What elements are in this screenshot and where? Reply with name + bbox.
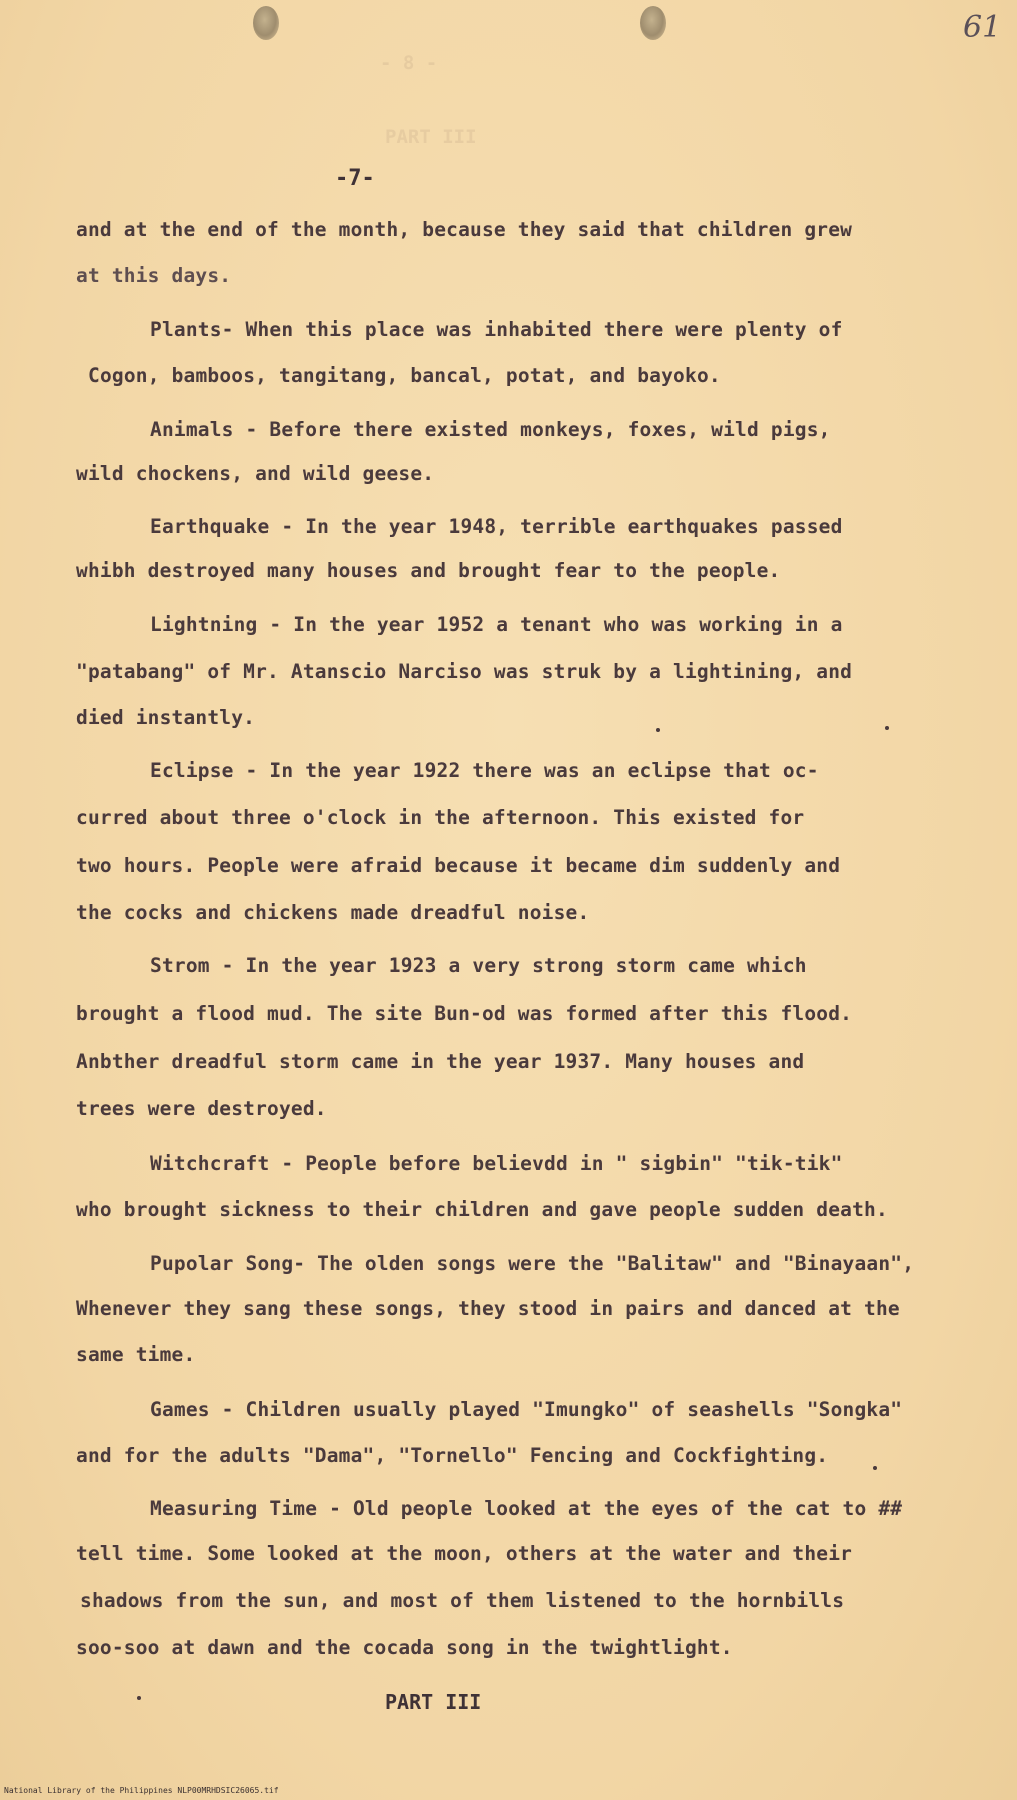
paper-speck <box>885 726 889 730</box>
text-line: died instantly. <box>76 706 256 729</box>
text-line: Lightning - In the year 1952 a tenant who was working in a <box>150 613 843 636</box>
text-line: who brought sickness to their children and gave people sudden death. <box>76 1198 888 1221</box>
text-line: curred about three o'clock in the afternoon. This existed for <box>76 806 805 829</box>
bleed-through-text: PART III <box>385 126 477 148</box>
archive-footer-note: National Library of the Philippines NLP00MRHDSIC26065.tif <box>4 1786 279 1795</box>
text-line: same time. <box>76 1343 196 1366</box>
text-line: trees were destroyed. <box>76 1097 327 1120</box>
paper-speck <box>873 1466 877 1470</box>
text-line: Cogon, bamboos, tangitang, bancal, potat, and bayoko. <box>88 364 721 387</box>
punch-hole <box>640 6 666 40</box>
text-line: at this days. <box>76 264 232 287</box>
text-line: brought a flood mud. The site Bun-od was formed after this flood. <box>76 1002 853 1025</box>
text-line: shadows from the sun, and most of them listened to the hornbills <box>80 1589 845 1612</box>
section-heading: PART III <box>385 1690 482 1714</box>
text-line: wild chockens, and wild geese. <box>76 462 435 485</box>
text-line: Whenever they sang these songs, they stood in pairs and danced at the <box>76 1297 900 1320</box>
text-line: Games - Children usually played "Imungko" of seashells "Songka" <box>150 1398 903 1421</box>
text-line: and at the end of the month, because they said that children grew <box>76 218 853 241</box>
text-line: Eclipse - In the year 1922 there was an eclipse that oc- <box>150 759 819 782</box>
text-line: two hours. People were afraid because it became dim suddenly and <box>76 854 841 877</box>
text-line: and for the adults "Dama", "Tornello" Fencing and Cockfighting. <box>76 1444 829 1467</box>
punch-hole <box>253 6 279 40</box>
paper-speck <box>656 728 660 732</box>
text-line: Measuring Time - Old people looked at the eyes of the cat to ## <box>150 1497 903 1520</box>
text-line: Animals - Before there existed monkeys, foxes, wild pigs, <box>150 418 831 441</box>
paper-speck <box>137 1696 141 1700</box>
text-line: Anbther dreadful storm came in the year 1937. Many houses and <box>76 1050 805 1073</box>
text-line: Strom - In the year 1923 a very strong storm came which <box>150 954 807 977</box>
text-line: Plants- When this place was inhabited there were plenty of <box>150 318 843 341</box>
text-line: the cocks and chickens made dreadful noise. <box>76 901 590 924</box>
text-line: tell time. Some looked at the moon, others at the water and their <box>76 1542 853 1565</box>
text-line: Earthquake - In the year 1948, terrible earthquakes passed <box>150 515 843 538</box>
bleed-through-text: - 8 - <box>380 52 438 74</box>
text-line: Witchcraft - People before believdd in " sigbin" "tik-tik" <box>150 1152 843 1175</box>
text-line: whibh destroyed many houses and brought fear to the people. <box>76 559 781 582</box>
text-line: "patabang" of Mr. Atanscio Narciso was struk by a lightining, and <box>76 660 853 683</box>
handwritten-page-number: 61 <box>963 10 1002 45</box>
text-line: Pupolar Song- The olden songs were the "Balitaw" and "Binayaan", <box>150 1252 915 1275</box>
text-line: soo-soo at dawn and the cocada song in the twightlight. <box>76 1636 733 1659</box>
typed-page-number: -7- <box>335 166 375 191</box>
